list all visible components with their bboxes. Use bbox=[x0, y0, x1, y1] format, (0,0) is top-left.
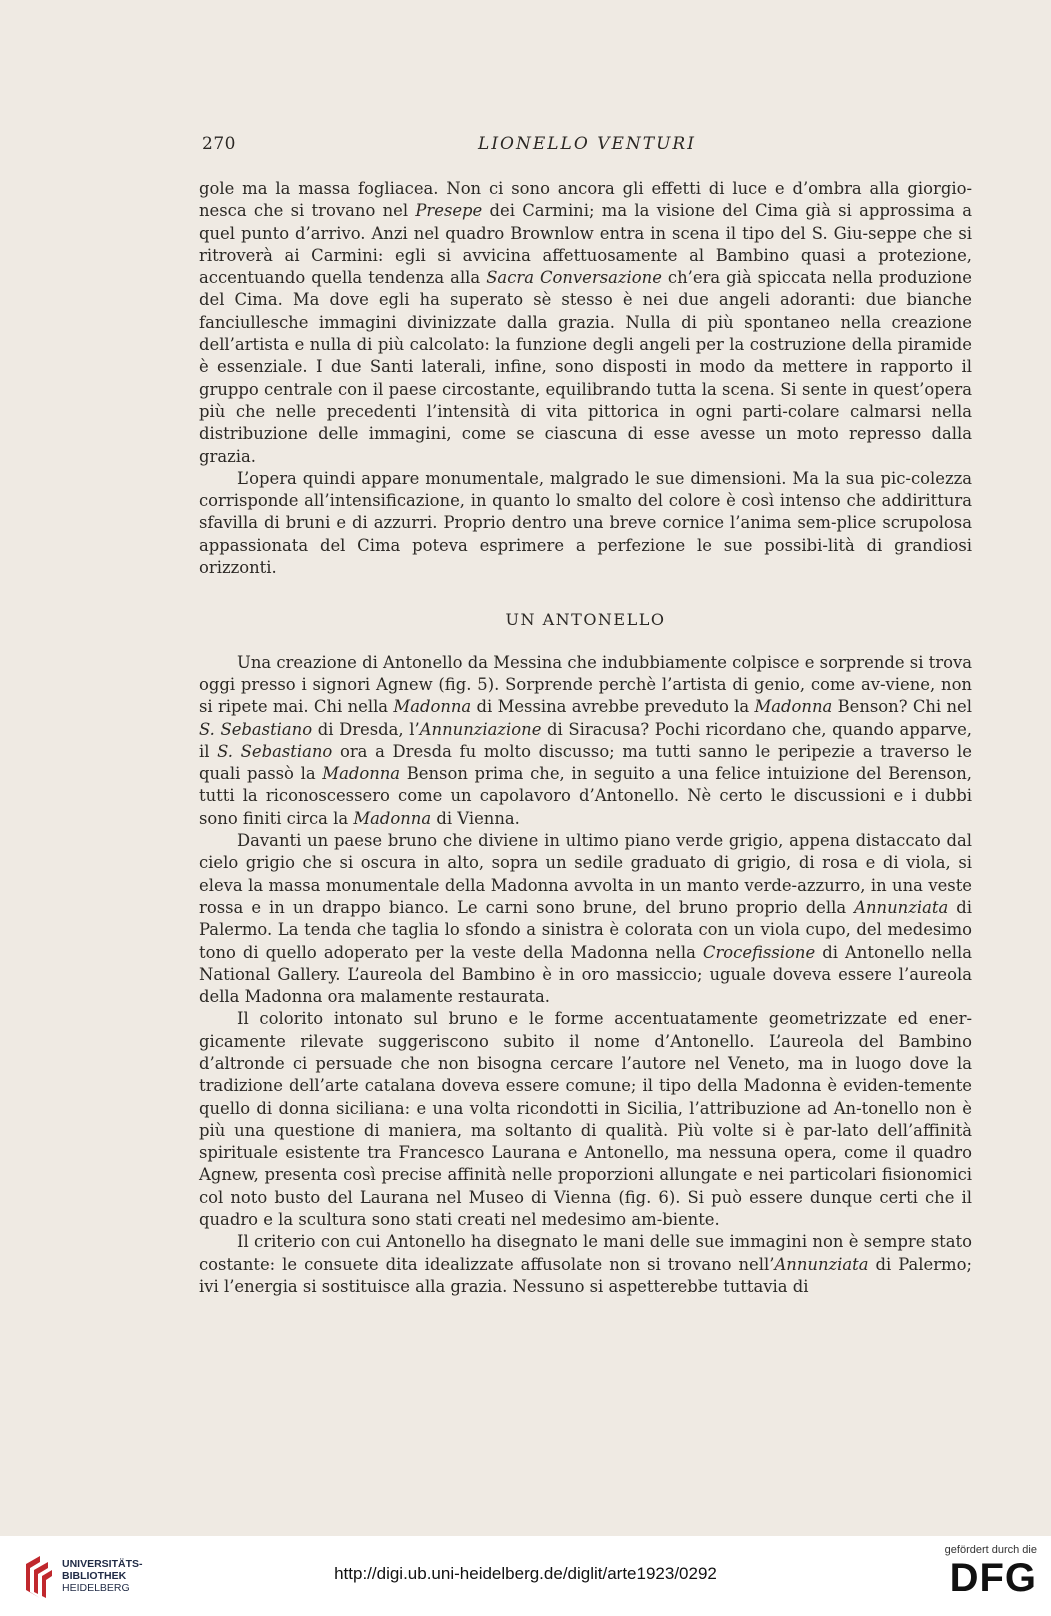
text-run: dei Carmini; ma la visione del Cima già si approssima a quel punto d’arrivo. Anzi nel quadro Brownlow entra in scena il tipo del S. Giu-seppe che si ritroverà ai Carmini: egli si avvicina affettuosamente al Bambino quasi a protezione, accentuando quella tendenza alla bbox=[199, 201, 972, 288]
text-run: di Palermo; ivi l’energia si sostituisce alla grazia. Nessuno si aspetterebbe tuttavia di bbox=[199, 1254, 972, 1296]
italic-title: S. Sebastiano bbox=[217, 741, 333, 761]
text-run: Una creazione di Antonello da Messina che indubbiamente colpisce e sorprende si trova oggi presso i signori Agnew (fig. 5). Sorprende perchè l’artista di genio, come av-viene, non si ripete mai. Chi nella bbox=[199, 652, 972, 717]
italic-title: Madonna bbox=[322, 764, 401, 784]
running-title: LIONELLO VENTURI bbox=[478, 134, 696, 154]
text-run: Benson prima che, in seguito a una felice intuizione del Berenson, tutti la riconoscessero come un capolavoro d’Antonello. Nè certo le discussioni e i dubbi sono finiti circa la bbox=[199, 764, 973, 828]
text-run: Il criterio con cui Antonello ha disegnato le mani delle sue immagini non è sempre stato costante: le consuete dita idealizzate affusolate non si trovano nell’ bbox=[199, 1232, 972, 1274]
text-run: di Palermo. La tenda che taglia lo sfondo a sinistra è colorata con un viola cupo, del medesimo tono di quello adoperato per la veste della Madonna nella bbox=[199, 897, 972, 962]
dfg-logo-text: DFG bbox=[949, 1556, 1037, 1600]
text-run: ora a Dresda fu molto discusso; ma tutti sanno le peripezie a traverso le quali passò la bbox=[199, 741, 972, 784]
italic-title: Annunziazione bbox=[419, 719, 542, 739]
italic-title: Madonna bbox=[353, 808, 432, 828]
text-run: L’opera quindi appare monumentale, malgrado le sue dimensioni. Ma la sua pic-colezza corrisponde all’intensificazione, in quanto lo smalto del colore è così intenso che addirittura sfavilla di bruni e di azzurri. Proprio dentro una breve cornice l’anima sem-plice scrupolosa appassionata del Cima poteva esprimere a perfezione le sue possibi-lità di grandiosi orizzonti. bbox=[199, 468, 972, 578]
italic-title: Annunziata bbox=[854, 897, 949, 917]
text-run: gole ma la massa fogliacea. Non ci sono ancora gli effetti di luce e d’ombra alla giorgio-nesca che si trovano nel bbox=[199, 179, 972, 221]
italic-title: S. Sebastiano bbox=[199, 719, 313, 739]
permalink-url[interactable]: http://digi.ub.uni-heidelberg.de/diglit/arte1923/0292 bbox=[334, 1564, 717, 1583]
paragraph bbox=[199, 830, 972, 1008]
italic-title: Presepe bbox=[415, 201, 483, 221]
text-run: di Messina avrebbe preveduto la bbox=[471, 697, 755, 717]
text-run: di Antonello nella National Gallery. L’aureola del Bambino è in oro massiccio; uguale doveva essere l’aureola della Madonna ora malamente restaurata. bbox=[199, 942, 972, 1007]
body-text bbox=[199, 178, 972, 1298]
text-run: Il colorito intonato sul bruno e le forme accentuatamente geometrizzate ed ener-gicamente rilevate suggeriscono subito il nome d’Antonello. L’aureola del Bambino d’altronde ci persuade che non bisogna cercare l’autore nel Veneto, ma in luogo dove la tradizione dell’arte catalana doveva essere comune; il tipo della Madonna è eviden-temente quello di donna siciliana: e una volta ricondotti in Sicilia, l’attribuzione ad An-tonello non è più una questione di maniera, ma soltanto di qualità. Più volte si è par-lato dell’affinità spirituale esistente tra Francesco Laurana e Antonello, ma nessuna opera, come il quadro Agnew, presenta così precise affinità nelle proporzioni allungate e nei particolari fisionomici col noto busto del Laurana nel Museo di Vienna (fig. 6). Si può essere dunque certi che il quadro e la scultura sono stati creati nel medesimo am-biente. bbox=[199, 1009, 972, 1230]
page-number: 270 bbox=[202, 134, 236, 154]
text-run: di Dresda, l’ bbox=[312, 719, 420, 739]
paragraph bbox=[199, 468, 972, 579]
paragraph bbox=[199, 652, 972, 830]
library-name: UNIVERSITÄTS- BIBLIOTHEK HEIDELBERG bbox=[62, 1558, 143, 1594]
italic-title: Crocefissione bbox=[702, 942, 816, 962]
text-run: ch’era già spiccata nella produzione del Cima. Ma dove egli ha superato sè stesso è nei due angeli adoranti: due bianche fanciullesche immagini divinizzate dalla grazia. Nulla di più spontaneo nella creazione dell’artista e nulla di più calcolato: la funzione degli angeli per la costruzione della piramide è essenziale. I due Santi laterali, infine, sono disposti in modo da mettere in rapporto il gruppo centrale con il paese circostante, equilibrando tutta la scena. Si sente in quest’opera più che nelle precedenti l’intensità di vita pittorica in ogni parti-colare calmarsi nella distribuzione delle immagini, come se ciascuna di esse avesse un moto represso dalla grazia. bbox=[199, 268, 972, 466]
paragraph bbox=[199, 178, 972, 468]
dfg-caption: gefördert durch die bbox=[944, 1544, 1037, 1556]
text-run: Benson? Chi nel bbox=[832, 697, 972, 717]
text-run: di Vienna. bbox=[431, 808, 520, 828]
italic-title: Madonna bbox=[393, 697, 472, 717]
paragraph bbox=[199, 1008, 972, 1231]
page-header bbox=[202, 134, 972, 160]
digitization-footer bbox=[0, 1536, 1051, 1616]
italic-title: Sacra Conversazione bbox=[486, 268, 662, 288]
text-run: di Siracusa? Pochi ricordano che, quando apparve, il bbox=[199, 719, 973, 761]
section-title: UN ANTONELLO bbox=[505, 610, 666, 630]
text-run: Davanti un paese bruno che diviene in ultimo piano verde grigio, appena distaccato dal cielo grigio che si oscura in alto, sopra un sedile graduato di grigio, di rosa e di viola, si eleva la massa monumentale della Madonna avvolta in un manto verde-azzurro, in una veste rossa e in un drappo bianco. Le carni sono brune, del bruno proprio della bbox=[199, 831, 972, 917]
dfg-funding-logo bbox=[927, 1544, 1037, 1608]
italic-title: Annunziata bbox=[774, 1254, 869, 1274]
italic-title: Madonna bbox=[754, 697, 833, 717]
paragraph bbox=[199, 1231, 972, 1298]
